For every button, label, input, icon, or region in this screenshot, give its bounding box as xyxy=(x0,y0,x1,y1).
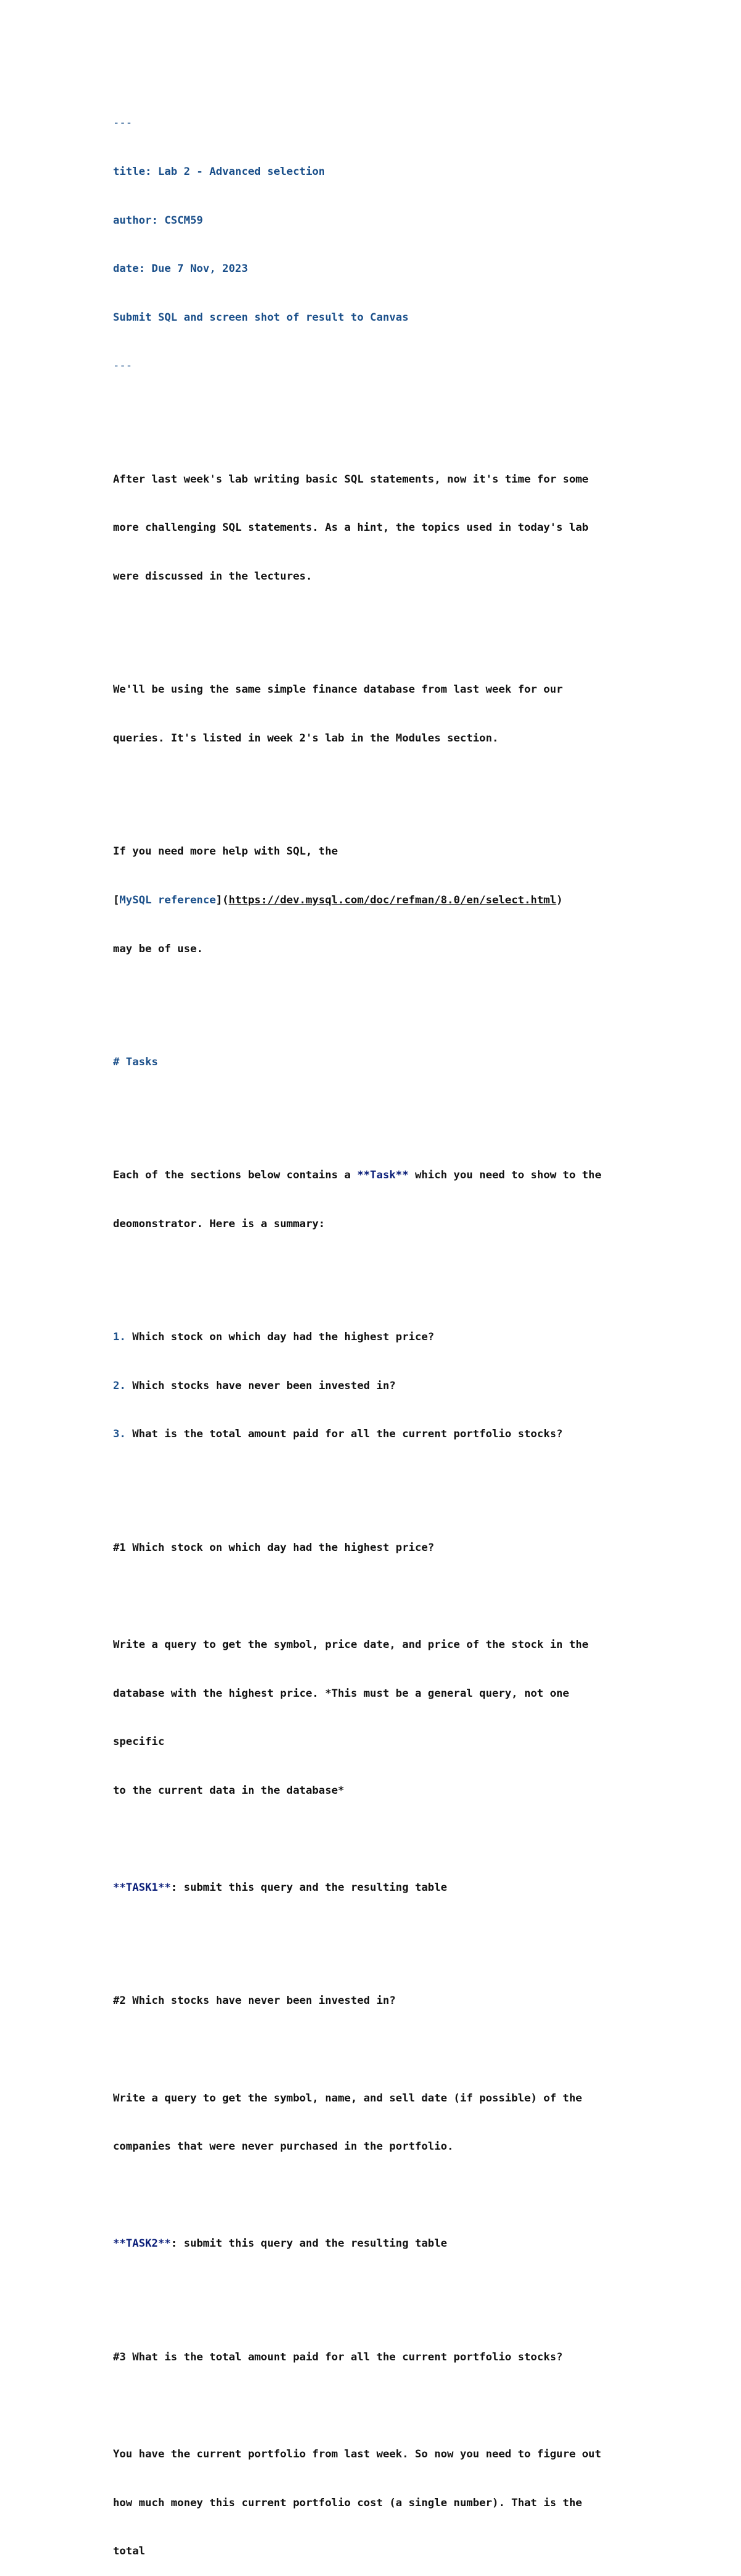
frontmatter-close-text: --- xyxy=(113,360,133,373)
link-bracket-close: ]( xyxy=(216,893,229,906)
link-paren-close: ) xyxy=(556,893,563,906)
db-line-2: queries. It's listed in week 2's lab in the Modules section. xyxy=(113,732,499,745)
blank-line xyxy=(113,1103,656,1119)
blank-line xyxy=(113,407,656,423)
list-item xyxy=(113,1426,656,1442)
list-number: 1. xyxy=(113,1331,126,1344)
task2-heading: #2 Which stocks have never been invested in? xyxy=(113,1995,396,2008)
blank-line xyxy=(113,617,656,633)
blank-line xyxy=(113,2187,656,2203)
task1-line-4: to the current data in the database* xyxy=(113,1784,345,1797)
list-text: Which stocks have never been invested in? xyxy=(125,1379,396,1392)
db-line-1: We'll be using the same simple finance database from last week for our xyxy=(113,683,563,696)
help-line-2 xyxy=(113,892,656,908)
blank-line xyxy=(113,989,656,1005)
task2-line-2: companies that were never purchased in the portfolio. xyxy=(113,2140,454,2153)
link-bracket-open: [ xyxy=(113,893,120,906)
frontmatter-date-text: date: Due 7 Nov, 2023 xyxy=(113,263,248,276)
blank-line xyxy=(113,1831,656,1847)
blank-line xyxy=(113,2042,656,2058)
document-page xyxy=(113,83,656,2576)
task1-label: **TASK1** xyxy=(113,1881,171,1894)
frontmatter-close xyxy=(113,358,656,374)
task3-line-1: You have the current portfolio from last week. So now you need to figure out xyxy=(113,2447,601,2460)
frontmatter-open xyxy=(113,115,656,131)
help-line-3: may be of use. xyxy=(113,942,203,955)
task1-submit-text: : submit this query and the resulting table xyxy=(170,1881,448,1894)
frontmatter-title-text: title: Lab 2 - Advanced selection xyxy=(113,166,325,178)
frontmatter-author-text: author: CSCM59 xyxy=(113,214,203,227)
blank-line xyxy=(113,1588,656,1604)
intro-line-2: more challenging SQL statements. As a hint, the topics used in today's lab xyxy=(113,522,588,534)
task2-label: **TASK2** xyxy=(113,2237,171,2250)
summary-post: which you need to show to the xyxy=(408,1169,601,1182)
summary-line-1 xyxy=(113,1167,656,1183)
mysql-reference-link[interactable]: MySQL reference xyxy=(119,893,216,906)
task1-line-2: database with the highest price. *This must be a general query, not one xyxy=(113,1687,569,1700)
blank-line xyxy=(113,1475,656,1491)
frontmatter-author xyxy=(113,213,656,229)
help-line-1: If you need more help with SQL, the xyxy=(113,845,338,858)
task2-submit-line xyxy=(113,2236,656,2252)
task3-line-3: total xyxy=(113,2545,146,2558)
task2-submit-text: : submit this query and the resulting table xyxy=(170,2237,448,2250)
list-item xyxy=(113,1378,656,1394)
intro-line-3: were discussed in the lectures. xyxy=(113,570,312,583)
task1-heading: #1 Which stock on which day had the highest price? xyxy=(113,1541,435,1554)
frontmatter-submit xyxy=(113,310,656,326)
summary-pre: Each of the sections below contains a xyxy=(113,1169,358,1182)
blank-line xyxy=(113,1928,656,1945)
tasks-heading: # Tasks xyxy=(113,1055,158,1068)
blank-line xyxy=(113,2397,656,2413)
blank-line xyxy=(113,1264,656,1280)
task2-line-1: Write a query to get the symbol, name, and sell date (if possible) of the xyxy=(113,2092,582,2105)
list-number: 3. xyxy=(113,1428,126,1441)
list-text: What is the total amount paid for all the current portfolio stocks? xyxy=(125,1428,563,1441)
blank-line xyxy=(113,2284,656,2300)
task3-heading: #3 What is the total amount paid for all the current portfolio stocks? xyxy=(113,2350,563,2363)
task1-line-1: Write a query to get the symbol, price date, and price of the stock in the xyxy=(113,1639,588,1652)
frontmatter-title xyxy=(113,164,656,180)
summary-bold-task: **Task** xyxy=(357,1169,409,1182)
intro-line-1: After last week's lab writing basic SQL statements, now it's time for some xyxy=(113,473,588,486)
task1-submit-line xyxy=(113,1880,656,1896)
frontmatter-date xyxy=(113,261,656,277)
summary-line-2: deomonstrator. Here is a summary: xyxy=(113,1217,325,1230)
frontmatter-submit-text: Submit SQL and screen shot of result to Canvas xyxy=(113,311,409,324)
frontmatter-open-text: --- xyxy=(113,117,133,130)
list-number: 2. xyxy=(113,1379,126,1392)
mysql-reference-url[interactable]: https://dev.mysql.com/doc/refman/8.0/en/select.html xyxy=(228,893,556,906)
task1-line-3: specific xyxy=(113,1736,165,1749)
list-text: Which stock on which day had the highest price? xyxy=(125,1331,435,1344)
list-item xyxy=(113,1329,656,1345)
blank-line xyxy=(113,779,656,795)
task3-line-2: how much money this current portfolio cost (a single number). That is the xyxy=(113,2496,582,2509)
